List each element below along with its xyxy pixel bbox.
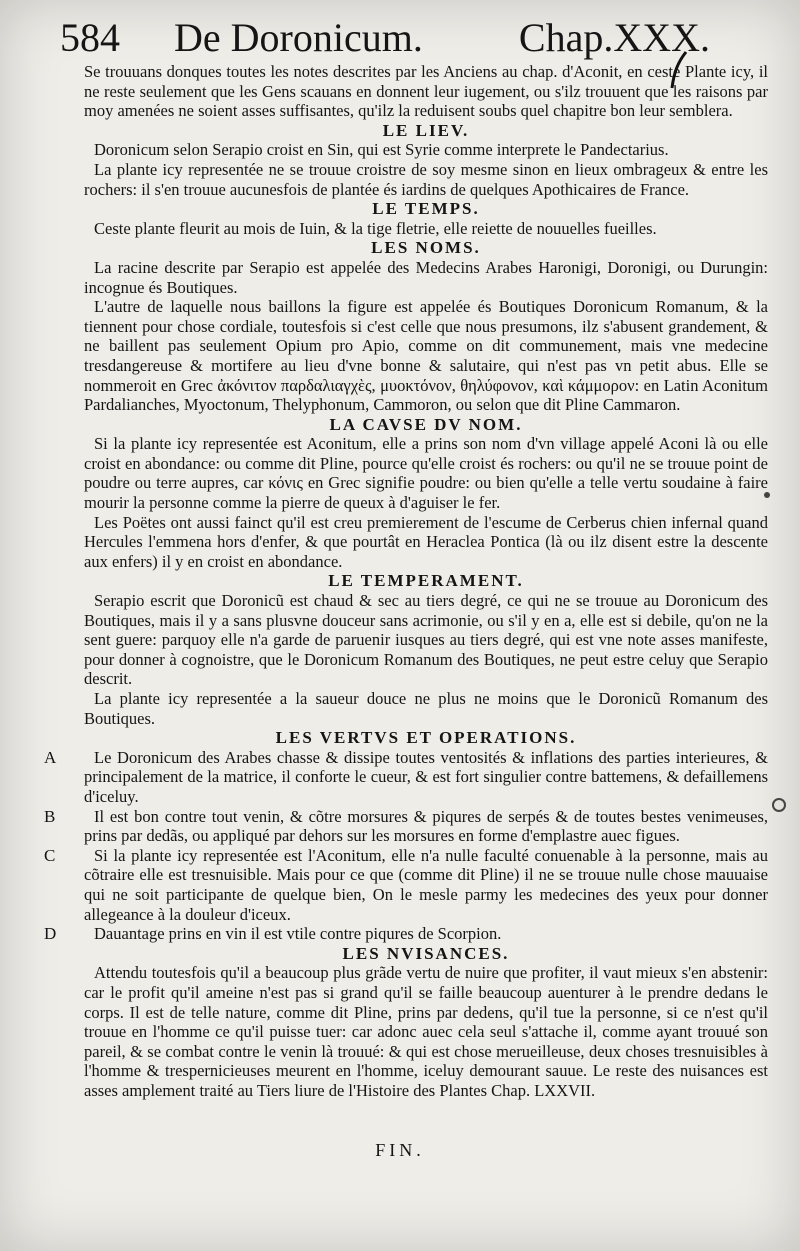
paragraph: L'autre de laquelle nous baillons la figure est appelée és Boutiques Doronicum Romanum, & la tiennent pour chose cordiale, toutesfois si c'est celle que nous presumons, ilz s'abusent grandement, & ne baillent pas seulement Opium pro Apio, comme on dit communement, mais vne medecine tresdangereuse & mortifere au lieu d'vne bonne & salutaire, qui n'est pas vn petit abus. Elle se nommeroit en Grec ἀκόνιτον παρδαλιαγχὲς, μυοκτόνον, θηλύφονον, καὶ κάμμορον: en Latin Aconitum Pardalianches, Myoctonum, Thelyphonum, Cammoron, ou selon que dit Pline Cammaron. [84,297,768,415]
heading-temperament: LE TEMPERAMENT. [328,571,524,591]
fin-label: FIN. [375,1140,425,1160]
virtue-item [44,806,768,846]
heading-vertus: LES VERTVS ET OPERATIONS. [275,728,577,748]
heading-noms: LES NOMS. [371,238,481,258]
item-text: Dauantage prins en vin il est vtile contre piqures de Scorpion. [94,924,502,944]
item-marker: D [44,924,57,944]
paragraph: Si la plante icy representée est Aconitum, elle a prins son nom d'vn village appelé Aconi là ou elle croist en abondance: ou comme dit Pline, pource qu'elle croist és rochers: ou qu'il ne se trouue point de poudre ou terre aupres, car κόνις en Grec signifie poudre: ou bien qu'elle a telle vertu soudaine à faire mourir la personne comme la pierre de queux à d'aguiser le fer. [84,434,768,513]
paragraph: Les Poëtes ont aussi fainct qu'il est creu premierement de l'escume de Cerberus chien infernal quand Hercules l'emmena hors d'enfer, & que pourtât en Heraclea Pontica (là ou ilz disent estre la descente aux enfers) il y en croist en abondance. [84,512,768,571]
opening-paragraph: Se trouuans donques toutes les notes descrites par les Anciens au chap. d'Aconit, en ceste Plante icy, il ne reste seulement que les Gens scauans en donnent leur iugement, ou s'ilz trouuent que les raisons par moy amenées ne soient asses suffisantes, qu'ilz la reduisent soubs quel chapitre bon leur semblera. [84,62,768,121]
heading-temps: LE TEMPS. [372,199,480,219]
page-number: 584 [60,15,120,60]
paragraph: Doronicum selon Serapio croist en Sin, qui est Syrie comme interprete le Pandectarius. [94,140,669,160]
heading-lieu: LE LIEV. [382,120,470,140]
paragraph: Ceste plante fleurit au mois de Iuin, & la tige fletrie, elle reiette de nouuelles fueilles. [94,218,657,238]
paragraph: Serapio escrit que Doronicũ est chaud & sec au tiers degré, ce qui ne se trouue au Doronicum des Boutiques, mais il y a sans plusvne douceur sans acrimonie, ou s'il y en a, elle est si debile, qu'on ne la sent guere: parquoy elle n'a garde de paruenir iusques au tiers degré, qui est vne note asses manifeste, pour donner à cognoistre, que le Doronicum Romanum des Boutiques, ne peut estre celuy que Serapio descrit. [84,591,768,689]
paragraph: La plante icy representée ne se trouue croistre de soy mesme sinon en lieux ombrageux & entre les rochers: il s'en trouue aucunesfois de plantée és iardins de quelques Apothicaires de France. [84,159,768,199]
item-marker: B [44,806,56,826]
running-title: De Doronicum. [174,15,423,60]
item-marker: C [44,845,56,865]
heading-cause-du-nom: LA CAVSE DV NOM. [329,414,523,434]
page-body [44,62,768,1100]
virtue-item [44,924,768,944]
item-text: Le Doronicum des Arabes chasse & dissipe toutes ventosités & inflations des parties interieures, & principalement de la matrice, il conforte le cueur, & est fort singulier contre battemens, & defaillemens d'iceluy. [84,747,768,806]
heading-nuisances: LES NVISANCES. [342,943,510,963]
item-text: Il est bon contre tout venin, & cõtre morsures & piqures de serpés & de toutes bestes venimeuses, prins par dedãs, ou appliqué par dehors sur les morsures en forme d'emplastre auec figues. [84,806,768,846]
margin-ring-icon [772,798,786,812]
item-text: Si la plante icy representée est l'Aconitum, elle n'a nulle faculté conuenable à la personne, mais au cõtraire elle est tresnuisible. Mais pour ce que (comme dit Pline) il ne se trouue nulle chose mauuaise qui ne soit participante de quelque bien, On le mesle parmy les medecines des yeux pour donner allegeance à la douleur d'iceux. [84,845,768,924]
virtue-item [44,747,768,807]
closing-paragraph: Attendu toutesfois qu'il a beaucoup plus grãde vertu de nuire que profiter, il vaut mieux s'en abstenir: car le profit qu'il ameine n'est pas si grand qu'il se faille beaucoup auenturer à le prendre dedans le corps. Il est de telle nature, comme dit Pline, prins par dedens, qu'il tue la personne, si ce n'est qu'il trouue en l'homme ce qu'il puisse tuer: car adonc auec cela seul s'attache il, comme ayant trouué son pareil, & se combat contre le venin là trouué: & qui est chose merueilleuse, deux choses tresnuisibles à l'homme & trespernicieuses meurent en l'homme, iceluy demourant sauue. Le reste des nuisances est asses amplement traité au Tiers liure de l'Histoire des Plantes Chap. LXXVII. [84,963,768,1100]
page-header [60,14,750,64]
chapter-label: Chap.XXX. [518,15,710,60]
paragraph: La plante icy representée a la saueur douce ne plus ne moins que le Doronicũ Romanum des Boutiques. [84,689,768,728]
item-marker: A [44,747,57,767]
paragraph: La racine descrite par Serapio est appelée des Medecins Arabes Haronigi, Doronigi, ou Durungin: incognue és Boutiques. [84,257,768,297]
virtue-item [44,845,768,924]
